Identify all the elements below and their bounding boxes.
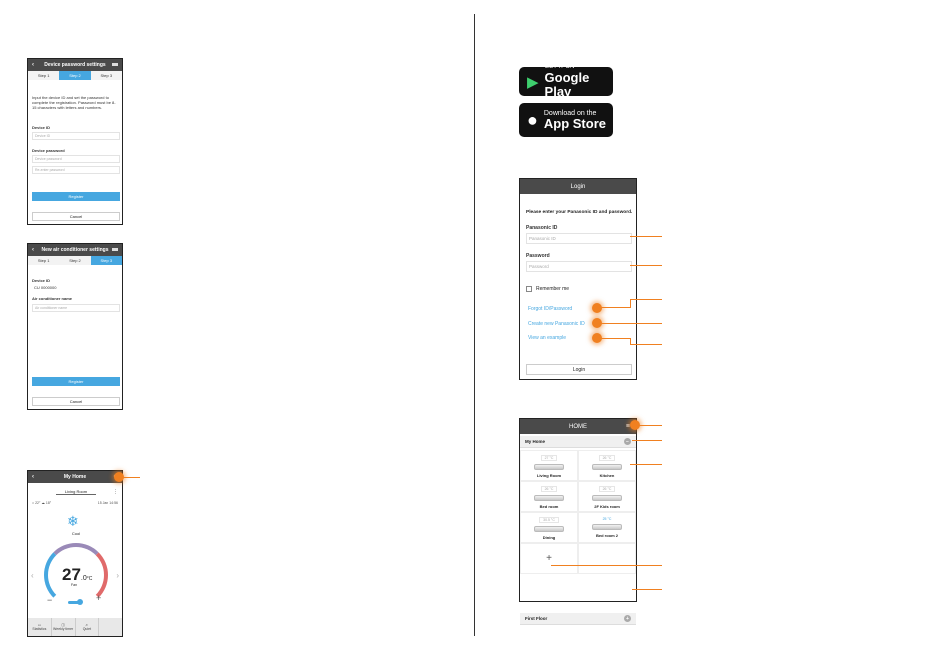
forgot-password-link[interactable]: Forgot ID/Password <box>528 306 573 312</box>
expand-icon[interactable]: + <box>624 615 631 622</box>
panasonic-id-input[interactable]: Panasonic ID <box>526 233 632 244</box>
callout-line-settings <box>122 477 140 478</box>
nav-statistics[interactable] <box>28 618 52 636</box>
remember-me-checkbox[interactable] <box>526 286 532 292</box>
group-label: My Home <box>525 439 546 444</box>
screen-title: New air conditioner settings <box>41 247 109 253</box>
step-1: Step 1 <box>37 258 50 263</box>
minus-button[interactable]: − <box>47 595 53 605</box>
room-tile[interactable] <box>578 512 636 543</box>
app-store-badge[interactable] <box>519 103 613 137</box>
room-name[interactable]: Living Room <box>56 489 96 495</box>
step-2: Step 2 <box>59 71 90 80</box>
more-icon[interactable]: ⋮ <box>113 489 118 495</box>
inside-temp: 22° <box>35 501 41 505</box>
room-tile[interactable] <box>520 512 578 543</box>
screen-header <box>520 419 636 434</box>
login-button[interactable]: Login <box>526 364 632 375</box>
callout-line-grid <box>630 464 662 465</box>
panasonic-id-label: Panasonic ID <box>526 225 558 231</box>
remember-me-label: Remember me <box>536 286 570 292</box>
room-temp: 25 °C <box>602 517 612 521</box>
chevron-right-icon[interactable]: › <box>116 571 119 580</box>
temp-unit: °C <box>86 576 93 582</box>
nav-label: Weekly timer <box>53 627 74 631</box>
step-3: Step 3 <box>91 256 122 265</box>
callout-line-create <box>600 323 662 324</box>
register-button[interactable]: Register <box>32 192 120 201</box>
room-name: Bed room <box>539 504 559 509</box>
room-tile[interactable] <box>520 481 578 512</box>
google-big-text: Google Play <box>544 70 590 99</box>
device-id-input[interactable]: Device ID <box>32 132 120 140</box>
ac-name-label: Air conditioner name <box>32 296 73 301</box>
back-icon[interactable]: ‹ <box>32 247 34 253</box>
screen-title: My Home <box>63 474 87 480</box>
callout-line-forgot-h2 <box>630 299 662 300</box>
apple-big-text: App Store <box>543 115 606 131</box>
room-temp: 26 °C <box>541 486 558 492</box>
step-indicator <box>28 71 122 80</box>
apple-icon: ● <box>527 109 538 130</box>
fan-label: Fan <box>71 583 78 587</box>
air-conditioner-icon <box>534 526 564 532</box>
chevron-left-icon[interactable]: ‹ <box>31 571 34 580</box>
room-name: Kitchen <box>599 473 615 478</box>
callout-line-example-h2 <box>630 344 662 345</box>
page-divider <box>474 14 475 636</box>
callout-marker-settings <box>114 472 124 482</box>
room-temp: 27 °C <box>541 455 558 461</box>
temp-integer: 27 <box>62 565 81 584</box>
back-icon[interactable]: ‹ <box>32 62 34 68</box>
google-small-text: GET IT ON <box>544 64 575 70</box>
ac-name-input[interactable]: Air conditioner name <box>32 304 120 312</box>
cancel-button[interactable]: Cancel <box>32 212 120 221</box>
air-conditioner-icon <box>534 464 564 470</box>
menu-icon[interactable]: ≡ <box>625 423 630 430</box>
set-temperature <box>62 565 92 585</box>
room-name: Dining <box>542 535 556 540</box>
nav-label: Statistics <box>32 627 47 631</box>
slider-thumb[interactable] <box>77 599 83 605</box>
room-tile[interactable] <box>520 450 578 481</box>
timer-icon: ◫ <box>61 623 65 627</box>
chart-icon: ▭ <box>37 623 42 627</box>
group-header-first-floor[interactable] <box>520 613 636 625</box>
device-id-label: Device ID <box>32 125 51 130</box>
home-screen <box>519 418 637 622</box>
add-icon: + <box>546 553 552 564</box>
screen-title: Login <box>570 183 586 190</box>
temperature-readout-row <box>32 501 51 505</box>
nav-weekly-timer[interactable] <box>52 618 76 636</box>
outside-temp: 18° <box>45 501 52 505</box>
room-name: 2F Kids room <box>594 504 620 509</box>
callout-line-add <box>551 565 662 566</box>
back-icon[interactable]: ‹ <box>32 474 34 480</box>
air-conditioner-icon <box>592 524 622 530</box>
quiet-icon: ♬ <box>85 623 89 627</box>
play-store-icon: ▶ <box>527 73 539 91</box>
google-play-badge[interactable] <box>519 64 613 99</box>
device-id-value: CU 0000000 <box>34 285 57 290</box>
step-indicator <box>28 256 122 265</box>
room-name: Living Room <box>536 473 562 478</box>
login-screen <box>519 178 637 380</box>
home-icon: ⌂ <box>32 501 35 505</box>
group-header-my-home[interactable] <box>520 436 636 448</box>
register-button[interactable]: Register <box>32 377 120 386</box>
plus-button[interactable]: + <box>96 593 102 603</box>
mode-label: Cool <box>71 531 81 536</box>
nav-empty <box>99 618 122 636</box>
room-name: Bed room 2 <box>595 533 618 538</box>
air-conditioner-icon <box>534 495 564 501</box>
callout-line-example-h1 <box>600 338 630 339</box>
group-label: First Floor <box>525 616 548 621</box>
device-password-input[interactable]: Device password <box>32 155 120 163</box>
step-3: Step 3 <box>100 73 113 78</box>
date-time: 15 Jan 14:56 <box>97 501 118 505</box>
screen-title: HOME <box>569 423 587 430</box>
callout-line-floor <box>632 589 662 590</box>
password-input[interactable]: Password <box>526 261 632 272</box>
step-2: Step 2 <box>69 258 81 263</box>
cancel-button[interactable]: Cancel <box>32 397 120 406</box>
apple-small-text: Download on the <box>543 109 597 117</box>
nav-label: Quiet <box>82 627 92 631</box>
screen-header <box>520 179 636 194</box>
step-1: Step 1 <box>37 73 50 78</box>
callout-line-forgot-v <box>630 299 631 307</box>
password-label: Password <box>526 253 550 259</box>
collapse-icon[interactable]: − <box>624 438 631 445</box>
device-id-label: Device ID <box>32 278 51 283</box>
login-prompt: Please enter your Panasonic ID and password. <box>526 210 633 215</box>
device-password-label: Device password <box>32 148 65 153</box>
callout-line-id <box>630 236 662 237</box>
room-temp: 26 °C <box>599 486 616 492</box>
air-conditioner-icon <box>592 464 622 470</box>
room-temp: 30.5 °C <box>539 517 559 523</box>
screen-header <box>28 244 122 256</box>
screen-header <box>28 471 122 483</box>
cloud-icon: ☁ <box>41 501 45 505</box>
battery-icon <box>112 63 118 66</box>
room-temp: 26 °C <box>599 455 616 461</box>
room-tile[interactable] <box>578 481 636 512</box>
callout-line-forgot-h1 <box>600 307 631 308</box>
new-ac-screen <box>27 243 123 410</box>
device-password-screen <box>27 58 123 225</box>
screen-header <box>28 59 122 71</box>
screen-title: Device password settings <box>44 62 106 68</box>
battery-icon <box>112 248 118 251</box>
nav-quiet[interactable] <box>76 618 100 636</box>
instructions: Input the device ID and set the password to complete the registration. Password must be 8-15 characters with letters and numbers. <box>32 95 116 110</box>
reenter-password-input[interactable]: Re-enter password <box>32 166 120 174</box>
create-id-link[interactable]: Create new Panasonic ID <box>528 321 585 327</box>
snowflake-icon: ❄ <box>67 513 79 529</box>
air-conditioner-icon <box>592 495 622 501</box>
add-room-tile[interactable] <box>520 543 578 574</box>
bottom-nav <box>28 618 122 636</box>
empty-tile <box>578 543 636 574</box>
temp-decimal: .0 <box>80 575 87 582</box>
callout-line-menu <box>637 425 662 426</box>
room-tile[interactable] <box>578 450 636 481</box>
view-example-link[interactable]: View an example <box>528 335 566 341</box>
room-grid <box>520 450 636 574</box>
callout-marker-forgot <box>592 303 602 313</box>
callout-line-group <box>632 440 662 441</box>
my-home-screen <box>27 470 123 637</box>
callout-line-password <box>630 265 662 266</box>
